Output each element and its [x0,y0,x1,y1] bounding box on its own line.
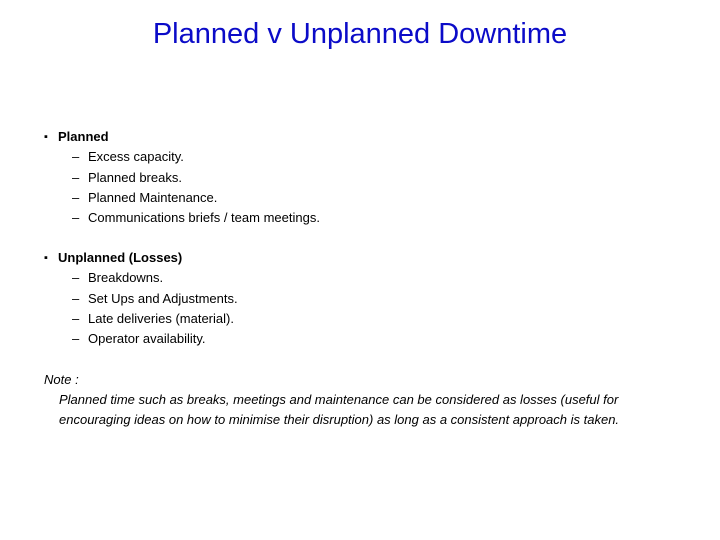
list-item [44,208,320,228]
unplanned-heading-line [44,248,238,268]
list-item-text: Set Ups and Adjustments. [88,290,238,306]
list-item-text: Operator availability. [88,331,206,347]
list-item-text: Breakdowns. [88,270,164,286]
bullet-icon: ▪ [44,131,48,143]
dash-icon: – [72,149,80,165]
dash-icon: – [72,189,80,205]
list-item [44,329,238,349]
dash-icon: – [72,310,80,326]
dash-icon: – [72,210,80,226]
planned-heading: Planned [58,129,109,144]
dash-icon: – [72,331,80,347]
dash-icon: – [72,169,80,185]
list-item [44,268,238,288]
note-label: Note : [44,372,79,387]
planned-items-list [44,147,320,228]
unplanned-items-list [44,268,238,349]
list-item [44,188,320,208]
note-line-2: encouraging ideas on how to minimise their disruption) as long as a consistent approach is taken. [59,412,620,427]
bullet-icon: ▪ [44,252,48,264]
planned-section [44,127,320,228]
unplanned-section [44,248,238,349]
list-item-text: Planned Maintenance. [88,189,218,205]
list-item [44,309,238,329]
note-block [44,370,684,430]
list-item-text: Excess capacity. [88,149,184,165]
dash-icon: – [72,270,80,286]
list-item [44,289,238,309]
list-item [44,147,320,167]
note-line-1: Planned time such as breaks, meetings and maintenance can be considered as losses (useful for [59,392,619,407]
list-item-text: Late deliveries (material). [88,310,234,326]
list-item-text: Communications briefs / team meetings. [88,210,320,226]
dash-icon: – [72,290,80,306]
planned-heading-line [44,127,320,147]
slide-title: Planned v Unplanned Downtime [152,18,568,50]
list-item-text: Planned breaks. [88,169,182,185]
list-item [44,168,320,188]
unplanned-heading: Unplanned (Losses) [58,250,183,265]
